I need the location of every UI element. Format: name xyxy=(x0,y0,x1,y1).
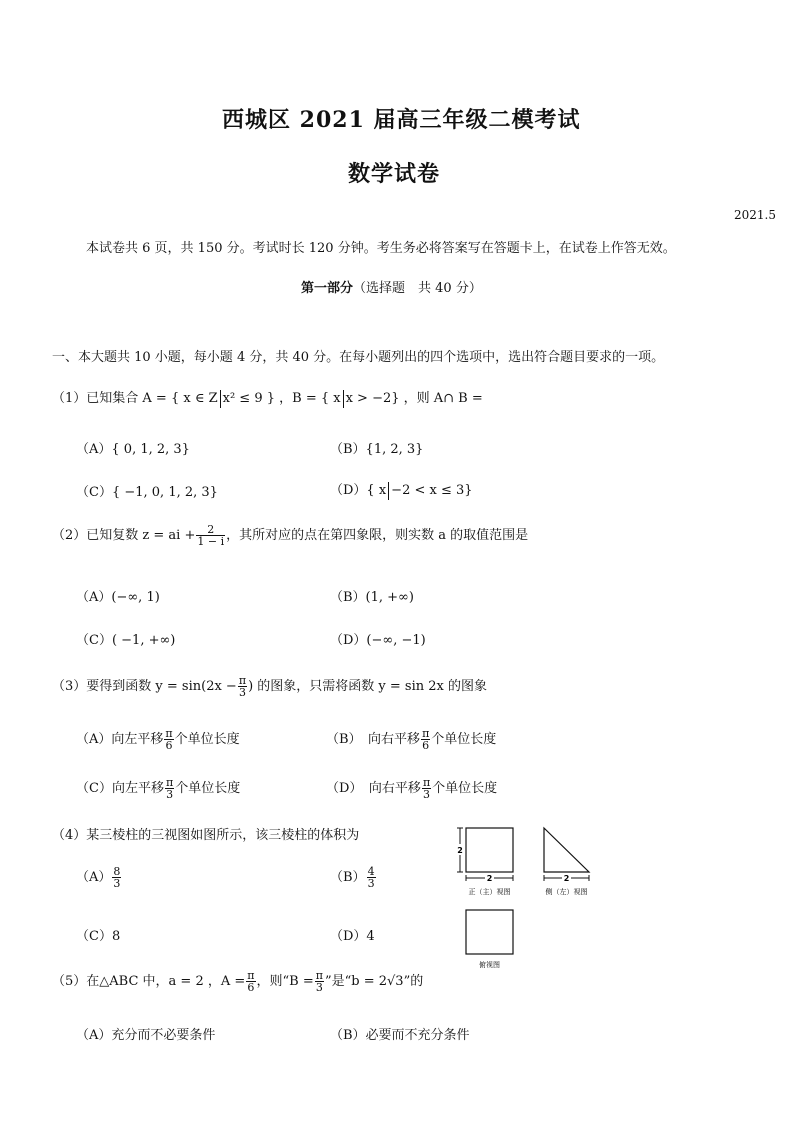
height-dimension-label: 2 xyxy=(457,846,463,855)
q3-option-b[interactable] xyxy=(326,728,496,751)
exam-title: 西城区 2021 届高三年级二模考试 xyxy=(222,107,581,133)
q5-stem-part-2: ，则“B = xyxy=(256,974,314,989)
q3-option-b-part-2: 个单位长度 xyxy=(431,732,497,747)
q3-option-a-part-2: 个单位长度 xyxy=(174,732,240,747)
q3-stem-part-1: 要得到函数 y = sin(2x − xyxy=(86,679,237,694)
q3-option-d[interactable] xyxy=(326,777,497,800)
q3-stem-part-2: ) 的图象，只需将函数 y = sin 2x 的图象 xyxy=(248,679,487,694)
q5-stem-part-1: 在△ABC 中，a = 2 ，A = xyxy=(86,974,246,989)
q1-option-b[interactable]: （B）{1, 2, 3} xyxy=(330,442,424,457)
question-number: （3） xyxy=(52,679,87,694)
q3-option-b-fraction xyxy=(421,728,430,751)
q3-option-c-part-2: 个单位长度 xyxy=(175,781,241,796)
q4-option-c[interactable]: （C）8 xyxy=(76,929,121,944)
q2-option-d[interactable]: （D）(−∞, −1) xyxy=(330,633,426,648)
section-intro: 一、本大题共 10 小题，每小题 4 分，共 40 分。在每小题列出的四个选项中，选出符合题目要求的一项。 xyxy=(52,350,665,365)
q5-fraction-1 xyxy=(246,970,255,993)
part-subtitle: （选择题 共 40 分） xyxy=(353,281,482,296)
fraction-num: π xyxy=(422,727,430,740)
q3-option-c-fraction xyxy=(165,777,174,800)
q1-stem-part-2: x² ≤ 9 } ，B = { x xyxy=(222,391,341,406)
q3-fraction-den: 3 xyxy=(238,686,246,699)
exam-instructions: 本试卷共 6 页，共 150 分。考试时长 120 分钟。考生务必将答案写在答题卡上，在试卷上作答无效。 xyxy=(86,241,676,256)
q4-option-b-fraction xyxy=(367,866,376,889)
fraction-den: 3 xyxy=(423,788,431,801)
q2-fraction xyxy=(196,524,225,547)
question-number: （5） xyxy=(52,974,87,989)
q2-fraction-num: 2 xyxy=(196,524,225,536)
question-number: （1） xyxy=(52,391,87,406)
fraction-den: 3 xyxy=(113,877,121,890)
q3-fraction xyxy=(238,675,247,698)
side-view-label: 侧（左）视图 xyxy=(545,888,588,896)
q5-option-a[interactable]: （A）充分而不必要条件 xyxy=(76,1028,216,1043)
side-view-triangle xyxy=(544,828,589,872)
fraction-den: 6 xyxy=(422,739,430,752)
q1-option-d-part-1: （D）{ x xyxy=(330,483,387,498)
fraction-den: 6 xyxy=(247,981,255,994)
q1-stem-part-3: x > −2} ，则 A∩ B = xyxy=(345,391,483,406)
question-3 xyxy=(52,675,487,698)
fraction-den: 6 xyxy=(165,739,173,752)
part-title: 第一部分 xyxy=(301,281,354,296)
front-view-square xyxy=(466,828,513,872)
q1-option-a[interactable]: （A）{ 0, 1, 2, 3} xyxy=(76,442,190,457)
front-width-dimension-label: 2 xyxy=(486,874,493,883)
fraction-num: π xyxy=(315,969,323,982)
q1-option-d-part-2: −2 < x ≤ 3} xyxy=(391,483,473,498)
q2-stem-part-1: 已知复数 z = ai + xyxy=(86,528,196,543)
question-number: （2） xyxy=(52,528,87,543)
q5-fraction-2 xyxy=(315,970,324,993)
q3-option-d-part-2: 个单位长度 xyxy=(432,781,498,796)
fraction-num: π xyxy=(165,776,174,789)
q3-option-d-part-1: （D） 向右平移 xyxy=(326,781,421,796)
set-bar xyxy=(388,482,389,500)
q3-option-c[interactable] xyxy=(76,777,240,800)
q2-stem-part-2: ，其所对应的点在第四象限，则实数 a 的取值范围是 xyxy=(226,528,529,543)
q1-stem-part-1: 已知集合 A = { x ∈ Z xyxy=(86,391,218,406)
q3-option-c-part-1: （C）向左平移 xyxy=(76,781,164,796)
q4-option-d[interactable]: （D）4 xyxy=(330,929,375,944)
top-view-square xyxy=(466,910,513,954)
q1-option-d[interactable] xyxy=(330,479,473,500)
q5-option-b[interactable]: （B）必要而不充分条件 xyxy=(330,1028,470,1043)
question-5 xyxy=(52,970,423,993)
q4-option-a[interactable] xyxy=(76,866,122,889)
fraction-num: π xyxy=(422,776,431,789)
q3-option-a-part-1: （A）向左平移 xyxy=(76,732,164,747)
q4-option-a-fraction xyxy=(112,866,121,889)
q4-stem: 某三棱柱的三视图如图所示，该三棱柱的体积为 xyxy=(86,828,360,843)
question-number: （4） xyxy=(52,828,87,843)
q5-stem-part-3: ”是“b = 2√3”的 xyxy=(324,974,424,989)
q4-option-b[interactable] xyxy=(330,866,377,889)
q3-option-a-fraction xyxy=(164,728,173,751)
q2-option-c[interactable]: （C）( −1, +∞) xyxy=(76,633,176,648)
exam-subtitle: 数学试卷 xyxy=(348,161,441,187)
set-bar xyxy=(343,390,344,408)
q3-fraction-num: π xyxy=(238,674,247,687)
fraction-den: 3 xyxy=(315,981,323,994)
fraction-num: π xyxy=(165,727,173,740)
q2-option-b[interactable]: （B）(1, +∞) xyxy=(330,590,414,605)
question-4 xyxy=(52,824,359,843)
side-width-dimension-label: 2 xyxy=(563,874,570,883)
q1-option-c[interactable]: （C）{ −1, 0, 1, 2, 3} xyxy=(76,485,218,500)
fraction-den: 3 xyxy=(166,788,174,801)
q3-option-a[interactable] xyxy=(76,728,240,751)
fraction-num: 4 xyxy=(367,865,375,878)
q4-option-a-label: （A） xyxy=(76,870,112,885)
front-view-label: 正（主）视图 xyxy=(468,888,511,896)
q2-fraction-den: 1 − i xyxy=(197,535,225,548)
set-bar xyxy=(220,390,221,408)
three-view-figure xyxy=(452,822,602,972)
fraction-den: 3 xyxy=(367,877,375,890)
fraction-num: 8 xyxy=(113,865,121,878)
question-1 xyxy=(52,387,483,408)
exam-date: 2021.5 xyxy=(734,208,776,222)
question-2 xyxy=(52,524,528,547)
top-view-label: 俯视图 xyxy=(479,961,500,969)
q3-option-d-fraction xyxy=(422,777,431,800)
q2-option-a[interactable]: （A）(−∞, 1) xyxy=(76,590,160,605)
q3-option-b-part-1: （B） 向右平移 xyxy=(326,732,421,747)
part-heading xyxy=(301,277,482,296)
q4-option-b-label: （B） xyxy=(330,870,366,885)
fraction-num: π xyxy=(247,969,255,982)
